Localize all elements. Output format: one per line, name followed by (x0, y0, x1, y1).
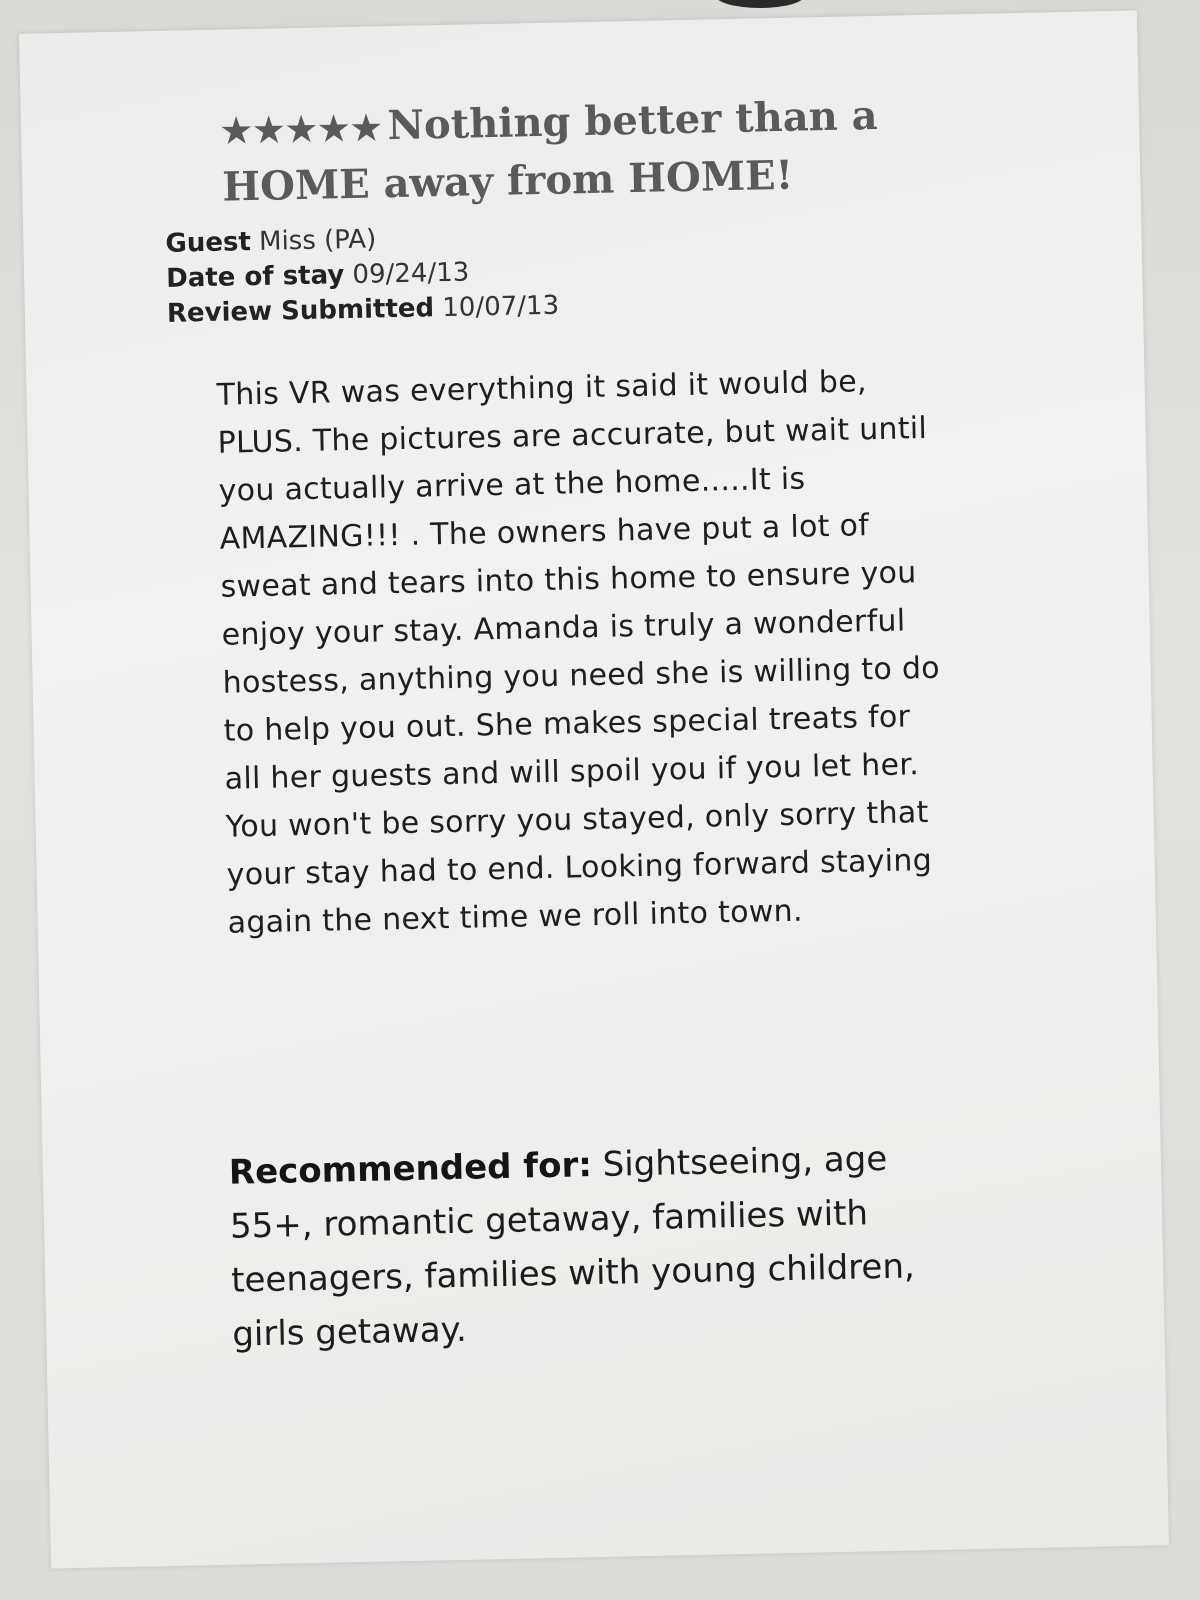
star-rating: ★★★★★ (220, 108, 384, 152)
stay-date-label: Date of stay (165, 260, 345, 294)
stay-date-value: 09/24/13 (352, 257, 470, 290)
submitted-label: Review Submitted (166, 293, 435, 329)
review-body: This VR was everything it said it would be, PLUS. The pictures are accurate, but wait until you actually arrive at the home.....It is AMAZING!!! . The owners have put a lot of sweat and tears into this home to ensure you enjoy your stay. Amanda is truly a wonderful hostess, anything you need she is willing to do to help you out. She makes special treats for all her guests and will spoil you if you let her. You won't be sorry you stayed, only sorry that your stay had to end. Looking forward staying again the next time we roll into town. (216, 364, 941, 941)
guest-label: Guest (165, 227, 252, 259)
recommended-for (228, 1130, 972, 1361)
printed-review-sheet (19, 10, 1169, 1568)
recommended-value: Sightseeing, age 55+, romantic getaway, families with teenagers, families with young children, girls getaway. (229, 1138, 916, 1355)
review-title-text: Nothing better than a HOME away from HOME! (221, 91, 879, 211)
submitted-value: 10/07/13 (442, 290, 560, 324)
review-title (221, 86, 983, 216)
submitted-line (167, 289, 560, 332)
recommended-label: Recommended for: (228, 1145, 593, 1193)
background-object (715, 0, 805, 8)
review-meta (165, 219, 559, 332)
guest-value: Miss (PA) (258, 224, 377, 257)
